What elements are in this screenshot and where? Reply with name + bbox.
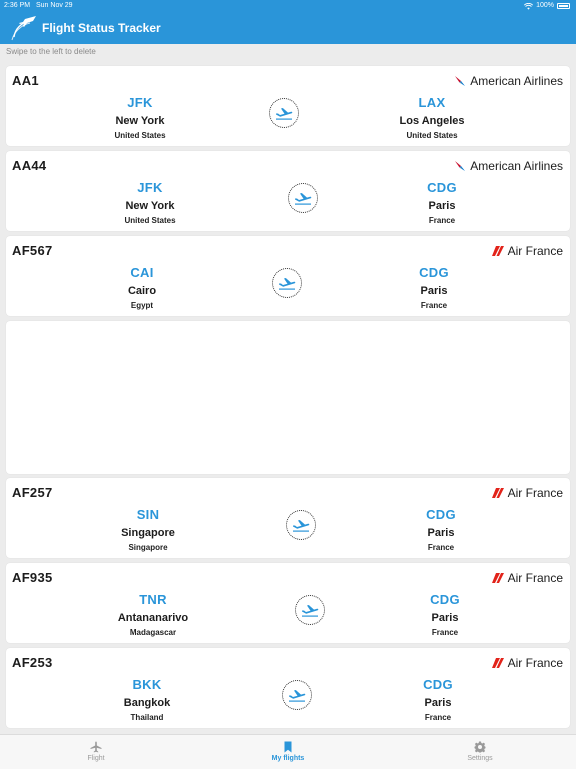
- destination: [358, 677, 518, 722]
- airline-name: American Airlines: [470, 74, 563, 88]
- destination: [365, 592, 525, 637]
- origin-country: Thailand: [130, 713, 164, 722]
- destination-city: Paris: [427, 527, 455, 539]
- origin-city: Bangkok: [123, 697, 171, 709]
- origin-city: New York: [125, 200, 175, 212]
- origin-code: CAI: [130, 265, 154, 280]
- origin: [67, 677, 227, 722]
- takeoff-icon: [269, 98, 299, 128]
- airline-name: Air France: [507, 486, 563, 500]
- airline: [492, 656, 563, 670]
- origin-code: TNR: [139, 592, 167, 607]
- origin-country: Egypt: [130, 301, 154, 310]
- takeoff-icon: [295, 595, 325, 625]
- app-title: Flight Status Tracker: [42, 21, 161, 35]
- flight-number: AF567: [12, 243, 53, 258]
- takeoff-icon: [286, 510, 316, 540]
- flight-number: AF257: [12, 485, 53, 500]
- destination-country: France: [427, 543, 455, 552]
- origin-country: Singapore: [128, 543, 168, 552]
- destination-country: France: [431, 628, 459, 637]
- airline: [492, 486, 563, 500]
- origin-city: New York: [115, 115, 165, 127]
- battery-icon: [557, 3, 570, 9]
- destination-city: Paris: [428, 200, 456, 212]
- flight-card[interactable]: [6, 563, 570, 643]
- takeoff-icon: [282, 680, 312, 710]
- destination-country: France: [424, 713, 452, 722]
- destination: [352, 95, 512, 140]
- origin-code: JFK: [127, 95, 153, 110]
- destination-city: Paris: [420, 285, 448, 297]
- destination-country: United States: [406, 131, 458, 140]
- flight-number: AA44: [12, 158, 47, 173]
- air-france-logo-icon: [492, 573, 504, 583]
- destination-code: LAX: [418, 95, 446, 110]
- origin: [70, 180, 230, 225]
- battery-percent: 100%: [536, 2, 554, 9]
- origin-city: Antananarivo: [117, 612, 189, 624]
- destination-code: CDG: [430, 592, 460, 607]
- tab-my-flights[interactable]: [248, 741, 328, 762]
- origin: [60, 95, 220, 140]
- destination-country: France: [428, 216, 456, 225]
- airline-name: Air France: [507, 656, 563, 670]
- destination: [354, 265, 514, 310]
- flight-number: AA1: [12, 73, 39, 88]
- bookmark-icon: [282, 741, 294, 753]
- airline-name: American Airlines: [470, 159, 563, 173]
- origin: [73, 592, 233, 637]
- takeoff-icon: [288, 183, 318, 213]
- airline: [454, 159, 563, 173]
- tab-flight[interactable]: [56, 741, 136, 762]
- origin-code: JFK: [137, 180, 163, 195]
- air-france-logo-icon: [492, 658, 504, 668]
- air-france-logo-icon: [492, 246, 504, 256]
- tab-settings[interactable]: [440, 741, 520, 762]
- takeoff-icon: [272, 268, 302, 298]
- gear-icon: [474, 741, 486, 753]
- flight-card[interactable]: [6, 66, 570, 146]
- airline-name: Air France: [507, 244, 563, 258]
- tab-label: Flight: [87, 755, 105, 762]
- flight-number: AF935: [12, 570, 53, 585]
- status-bar: [0, 0, 576, 12]
- status-right: [524, 0, 570, 12]
- flight-list-continued: [6, 478, 570, 733]
- tab-label: My flights: [271, 755, 305, 762]
- airplane-icon: [90, 741, 102, 753]
- swipe-hint: Swipe to the left to delete: [6, 47, 96, 56]
- airline: [454, 74, 563, 88]
- destination-code: CDG: [427, 180, 457, 195]
- airplane-logo-icon: [11, 15, 37, 41]
- origin-country: United States: [124, 216, 176, 225]
- flight-card[interactable]: [6, 236, 570, 316]
- destination-code: CDG: [426, 507, 456, 522]
- american-airlines-logo-icon: [454, 76, 466, 86]
- destination: [361, 507, 521, 552]
- origin: [62, 265, 222, 310]
- airline: [492, 244, 563, 258]
- origin-country: United States: [114, 131, 166, 140]
- tab-bar: [0, 734, 576, 769]
- airline: [492, 571, 563, 585]
- destination-code: CDG: [423, 677, 453, 692]
- origin-code: BKK: [132, 677, 162, 692]
- origin: [68, 507, 228, 552]
- tab-label: Settings: [467, 755, 493, 762]
- empty-card: [6, 321, 570, 474]
- flight-card[interactable]: [6, 151, 570, 231]
- air-france-logo-icon: [492, 488, 504, 498]
- flight-number: AF253: [12, 655, 53, 670]
- flight-list: [6, 66, 570, 479]
- origin-city: Singapore: [121, 527, 175, 539]
- origin-city: Cairo: [127, 285, 157, 297]
- wifi-icon: [524, 3, 533, 10]
- flight-card[interactable]: [6, 648, 570, 728]
- app-header: [0, 12, 576, 44]
- airline-name: Air France: [507, 571, 563, 585]
- destination: [362, 180, 522, 225]
- origin-country: Madagascar: [129, 628, 177, 637]
- flight-card[interactable]: [6, 478, 570, 558]
- destination-city: Paris: [424, 697, 452, 709]
- status-date: Sun Nov 29: [36, 2, 73, 9]
- destination-city: Paris: [431, 612, 459, 624]
- destination-code: CDG: [419, 265, 449, 280]
- destination-city: Los Angeles: [399, 115, 465, 127]
- destination-country: France: [420, 301, 448, 310]
- american-airlines-logo-icon: [454, 161, 466, 171]
- status-time: 2:36 PM: [4, 2, 31, 9]
- origin-code: SIN: [136, 507, 160, 522]
